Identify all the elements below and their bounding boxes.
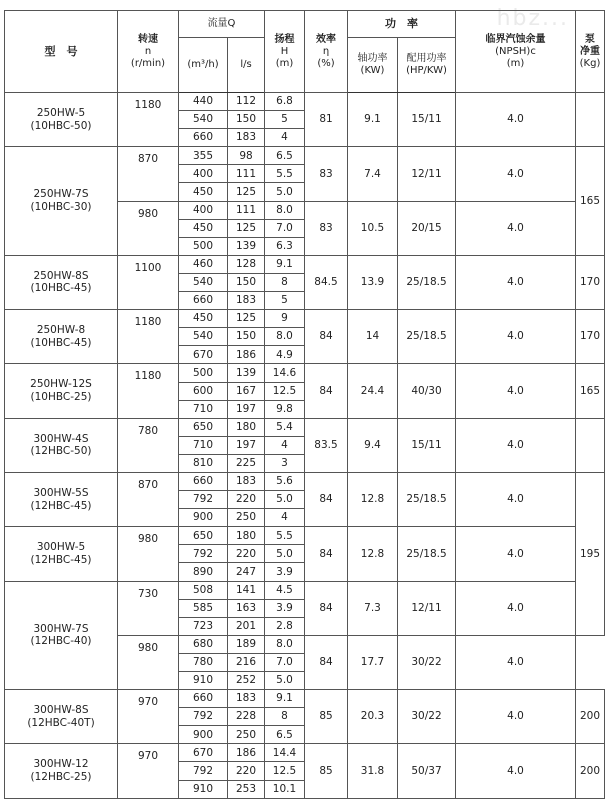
npsh-cell: 4.0 — [456, 201, 576, 255]
head-cell: 6.5 — [265, 726, 305, 744]
flow-ls-cell: 183 — [228, 129, 265, 147]
flow-ls-cell: 167 — [228, 382, 265, 400]
efficiency-cell: 81 — [305, 93, 348, 147]
speed-cell: 870 — [118, 472, 179, 526]
flow-m3h-cell: 650 — [179, 418, 228, 436]
flow-ls-cell: 128 — [228, 255, 265, 273]
model-cell: 300HW-5 (12HBC-45) — [5, 527, 118, 581]
model-cell: 250HW-12S (10HBC-25) — [5, 364, 118, 418]
flow-m3h-cell: 600 — [179, 382, 228, 400]
npsh-cell: 4.0 — [456, 255, 576, 309]
shaft-power-cell: 14 — [348, 310, 398, 364]
head-cell: 5.0 — [265, 545, 305, 563]
flow-ls-cell: 220 — [228, 491, 265, 509]
efficiency-cell: 84 — [305, 635, 348, 689]
table-row — [5, 255, 605, 273]
shaft-power-cell: 13.9 — [348, 255, 398, 309]
flow-ls-cell: 197 — [228, 400, 265, 418]
flow-ls-cell: 253 — [228, 780, 265, 798]
shaft-power-cell: 12.8 — [348, 527, 398, 581]
flow-ls-cell: 250 — [228, 726, 265, 744]
flow-ls-cell: 98 — [228, 147, 265, 165]
header-head: 扬程 H (m) — [265, 11, 305, 93]
speed-cell: 970 — [118, 744, 179, 798]
head-cell: 12.5 — [265, 762, 305, 780]
head-cell: 4 — [265, 436, 305, 454]
flow-ls-cell: 180 — [228, 527, 265, 545]
head-cell: 4.5 — [265, 581, 305, 599]
flow-m3h-cell: 660 — [179, 129, 228, 147]
flow-ls-cell: 201 — [228, 617, 265, 635]
flow-m3h-cell: 540 — [179, 111, 228, 129]
motor-power-cell: 12/11 — [398, 581, 456, 635]
flow-m3h-cell: 710 — [179, 400, 228, 418]
flow-ls-cell: 252 — [228, 672, 265, 690]
weight-cell: 170 — [576, 255, 605, 309]
table-row — [5, 581, 605, 599]
pump-spec-sheet — [4, 10, 604, 795]
model-cell: 250HW-8 (10HBC-45) — [5, 310, 118, 364]
head-cell: 14.6 — [265, 364, 305, 382]
table-row — [5, 744, 605, 762]
head-cell: 4 — [265, 509, 305, 527]
flow-m3h-cell: 792 — [179, 708, 228, 726]
flow-ls-cell: 139 — [228, 364, 265, 382]
header-efficiency: 效率 η (%) — [305, 11, 348, 93]
shaft-power-cell: 31.8 — [348, 744, 398, 798]
efficiency-cell: 84 — [305, 472, 348, 526]
table-row — [5, 364, 605, 382]
flow-ls-cell: 189 — [228, 635, 265, 653]
head-cell: 8 — [265, 273, 305, 291]
weight-cell — [576, 418, 605, 472]
head-cell: 7.0 — [265, 653, 305, 671]
flow-m3h-cell: 500 — [179, 237, 228, 255]
flow-m3h-cell: 660 — [179, 690, 228, 708]
flow-ls-cell: 225 — [228, 454, 265, 472]
efficiency-cell: 84 — [305, 310, 348, 364]
flow-ls-cell: 150 — [228, 273, 265, 291]
head-cell: 6.5 — [265, 147, 305, 165]
flow-ls-cell: 250 — [228, 509, 265, 527]
npsh-cell: 4.0 — [456, 581, 576, 635]
flow-ls-cell: 112 — [228, 93, 265, 111]
head-cell: 5.4 — [265, 418, 305, 436]
flow-m3h-cell: 810 — [179, 454, 228, 472]
npsh-cell: 4.0 — [456, 418, 576, 472]
speed-cell: 980 — [118, 635, 179, 689]
flow-ls-cell: 125 — [228, 310, 265, 328]
table-row — [5, 690, 605, 708]
motor-power-cell: 15/11 — [398, 418, 456, 472]
shaft-power-cell: 7.3 — [348, 581, 398, 635]
speed-cell: 870 — [118, 147, 179, 201]
flow-ls-cell: 150 — [228, 111, 265, 129]
flow-m3h-cell: 500 — [179, 364, 228, 382]
head-cell: 5.6 — [265, 472, 305, 490]
npsh-cell: 4.0 — [456, 744, 576, 798]
flow-m3h-cell: 660 — [179, 472, 228, 490]
watermark: hbz... — [496, 6, 569, 31]
flow-ls-cell: 141 — [228, 581, 265, 599]
motor-power-cell: 25/18.5 — [398, 527, 456, 581]
head-cell: 9.8 — [265, 400, 305, 418]
flow-ls-cell: 220 — [228, 545, 265, 563]
header-flow-m3h: (m³/h) — [179, 38, 228, 93]
npsh-cell: 4.0 — [456, 635, 576, 689]
efficiency-cell: 83 — [305, 201, 348, 255]
head-cell: 9.1 — [265, 255, 305, 273]
table-row — [5, 310, 605, 328]
motor-power-cell: 12/11 — [398, 147, 456, 201]
head-cell: 4 — [265, 129, 305, 147]
weight-cell: 165 — [576, 364, 605, 418]
header-npsh: 临界汽蚀余量 (NPSH)c (m) — [456, 11, 576, 93]
flow-m3h-cell: 460 — [179, 255, 228, 273]
head-cell: 5.0 — [265, 183, 305, 201]
flow-ls-cell: 111 — [228, 165, 265, 183]
flow-ls-cell: 150 — [228, 328, 265, 346]
flow-ls-cell: 228 — [228, 708, 265, 726]
shaft-power-cell: 7.4 — [348, 147, 398, 201]
model-cell: 300HW-12 (12HBC-25) — [5, 744, 118, 798]
shaft-power-cell: 24.4 — [348, 364, 398, 418]
header-model: 型 号 — [5, 11, 118, 93]
head-cell: 6.3 — [265, 237, 305, 255]
efficiency-cell: 84 — [305, 527, 348, 581]
shaft-power-cell: 17.7 — [348, 635, 398, 689]
model-cell: 300HW-5S (12HBC-45) — [5, 472, 118, 526]
motor-power-cell: 40/30 — [398, 364, 456, 418]
speed-cell: 1180 — [118, 93, 179, 147]
header-speed: 转速 n (r/min) — [118, 11, 179, 93]
flow-m3h-cell: 680 — [179, 635, 228, 653]
header-shaft-power: 轴功率 (KW) — [348, 38, 398, 93]
table-row — [5, 527, 605, 545]
header-flow: 流量Q — [179, 11, 265, 38]
head-cell: 8.0 — [265, 201, 305, 219]
flow-ls-cell: 197 — [228, 436, 265, 454]
flow-m3h-cell: 780 — [179, 653, 228, 671]
head-cell: 10.1 — [265, 780, 305, 798]
head-cell: 9.1 — [265, 690, 305, 708]
head-cell: 7.0 — [265, 219, 305, 237]
flow-ls-cell: 180 — [228, 418, 265, 436]
model-cell: 300HW-8S (12HBC-40T) — [5, 690, 118, 744]
flow-m3h-cell: 440 — [179, 93, 228, 111]
weight-cell — [576, 93, 605, 147]
flow-m3h-cell: 670 — [179, 744, 228, 762]
motor-power-cell: 50/37 — [398, 744, 456, 798]
speed-cell: 980 — [118, 201, 179, 255]
efficiency-cell: 84 — [305, 581, 348, 635]
head-cell: 8 — [265, 708, 305, 726]
model-cell: 250HW-7S (10HBC-30) — [5, 147, 118, 256]
flow-m3h-cell: 900 — [179, 509, 228, 527]
shaft-power-cell: 12.8 — [348, 472, 398, 526]
weight-cell: 170 — [576, 310, 605, 364]
efficiency-cell: 84 — [305, 364, 348, 418]
header-weight: 泵 净重 (Kg) — [576, 11, 605, 93]
efficiency-cell: 84.5 — [305, 255, 348, 309]
table-row — [5, 418, 605, 436]
speed-cell: 1180 — [118, 364, 179, 418]
speed-cell: 980 — [118, 527, 179, 581]
npsh-cell: 4.0 — [456, 472, 576, 526]
flow-m3h-cell: 890 — [179, 563, 228, 581]
head-cell: 8.0 — [265, 328, 305, 346]
model-cell: 250HW-8S (10HBC-45) — [5, 255, 118, 309]
head-cell: 3.9 — [265, 599, 305, 617]
head-cell: 3 — [265, 454, 305, 472]
flow-m3h-cell: 450 — [179, 219, 228, 237]
speed-cell: 970 — [118, 690, 179, 744]
weight-cell: 200 — [576, 690, 605, 744]
flow-m3h-cell: 792 — [179, 545, 228, 563]
head-cell: 6.8 — [265, 93, 305, 111]
head-cell: 5.5 — [265, 527, 305, 545]
npsh-cell: 4.0 — [456, 310, 576, 364]
table-row — [5, 472, 605, 490]
head-cell: 5.0 — [265, 672, 305, 690]
head-cell: 5.0 — [265, 491, 305, 509]
speed-cell: 1100 — [118, 255, 179, 309]
flow-ls-cell: 247 — [228, 563, 265, 581]
weight-cell: 195 — [576, 472, 605, 635]
npsh-cell: 4.0 — [456, 93, 576, 147]
motor-power-cell: 30/22 — [398, 635, 456, 689]
flow-m3h-cell: 900 — [179, 726, 228, 744]
head-cell: 5 — [265, 111, 305, 129]
shaft-power-cell: 9.1 — [348, 93, 398, 147]
efficiency-cell: 83.5 — [305, 418, 348, 472]
flow-ls-cell: 186 — [228, 744, 265, 762]
flow-ls-cell: 216 — [228, 653, 265, 671]
table-row — [5, 147, 605, 165]
flow-m3h-cell: 650 — [179, 527, 228, 545]
motor-power-cell: 15/11 — [398, 93, 456, 147]
speed-cell: 780 — [118, 418, 179, 472]
flow-ls-cell: 186 — [228, 346, 265, 364]
model-cell: 300HW-4S (12HBC-50) — [5, 418, 118, 472]
model-cell: 250HW-5 (10HBC-50) — [5, 93, 118, 147]
flow-m3h-cell: 792 — [179, 762, 228, 780]
motor-power-cell: 25/18.5 — [398, 310, 456, 364]
shaft-power-cell: 9.4 — [348, 418, 398, 472]
flow-ls-cell: 111 — [228, 201, 265, 219]
flow-ls-cell: 220 — [228, 762, 265, 780]
flow-ls-cell: 139 — [228, 237, 265, 255]
head-cell: 8.0 — [265, 635, 305, 653]
flow-m3h-cell: 450 — [179, 183, 228, 201]
flow-m3h-cell: 723 — [179, 617, 228, 635]
motor-power-cell: 20/15 — [398, 201, 456, 255]
head-cell: 12.5 — [265, 382, 305, 400]
efficiency-cell: 85 — [305, 744, 348, 798]
flow-m3h-cell: 540 — [179, 328, 228, 346]
npsh-cell: 4.0 — [456, 147, 576, 201]
flow-ls-cell: 183 — [228, 472, 265, 490]
flow-m3h-cell: 660 — [179, 292, 228, 310]
head-cell: 4.9 — [265, 346, 305, 364]
flow-ls-cell: 125 — [228, 219, 265, 237]
efficiency-cell: 85 — [305, 690, 348, 744]
flow-m3h-cell: 792 — [179, 491, 228, 509]
flow-m3h-cell: 585 — [179, 599, 228, 617]
model-cell: 300HW-7S (12HBC-40) — [5, 581, 118, 690]
shaft-power-cell: 10.5 — [348, 201, 398, 255]
flow-ls-cell: 183 — [228, 292, 265, 310]
flow-m3h-cell: 400 — [179, 165, 228, 183]
flow-ls-cell: 125 — [228, 183, 265, 201]
motor-power-cell: 25/18.5 — [398, 472, 456, 526]
head-cell: 3.9 — [265, 563, 305, 581]
header-motor-power: 配用功率 (HP/KW) — [398, 38, 456, 93]
head-cell: 14.4 — [265, 744, 305, 762]
table-row — [5, 93, 605, 111]
head-cell: 9 — [265, 310, 305, 328]
npsh-cell: 4.0 — [456, 690, 576, 744]
flow-m3h-cell: 400 — [179, 201, 228, 219]
motor-power-cell: 25/18.5 — [398, 255, 456, 309]
flow-ls-cell: 183 — [228, 690, 265, 708]
motor-power-cell: 30/22 — [398, 690, 456, 744]
flow-m3h-cell: 450 — [179, 310, 228, 328]
flow-m3h-cell: 910 — [179, 672, 228, 690]
pump-spec-table — [4, 10, 605, 799]
speed-cell: 730 — [118, 581, 179, 635]
weight-cell: 200 — [576, 744, 605, 798]
flow-m3h-cell: 508 — [179, 581, 228, 599]
head-cell: 5 — [265, 292, 305, 310]
head-cell: 2.8 — [265, 617, 305, 635]
header-flow-ls: l/s — [228, 38, 265, 93]
header-power: 功 率 — [348, 11, 456, 38]
speed-cell: 1180 — [118, 310, 179, 364]
flow-m3h-cell: 910 — [179, 780, 228, 798]
flow-m3h-cell: 710 — [179, 436, 228, 454]
head-cell: 5.5 — [265, 165, 305, 183]
npsh-cell: 4.0 — [456, 527, 576, 581]
flow-m3h-cell: 540 — [179, 273, 228, 291]
npsh-cell: 4.0 — [456, 364, 576, 418]
shaft-power-cell: 20.3 — [348, 690, 398, 744]
weight-cell: 165 — [576, 147, 605, 256]
flow-m3h-cell: 670 — [179, 346, 228, 364]
efficiency-cell: 83 — [305, 147, 348, 201]
flow-ls-cell: 163 — [228, 599, 265, 617]
flow-m3h-cell: 355 — [179, 147, 228, 165]
